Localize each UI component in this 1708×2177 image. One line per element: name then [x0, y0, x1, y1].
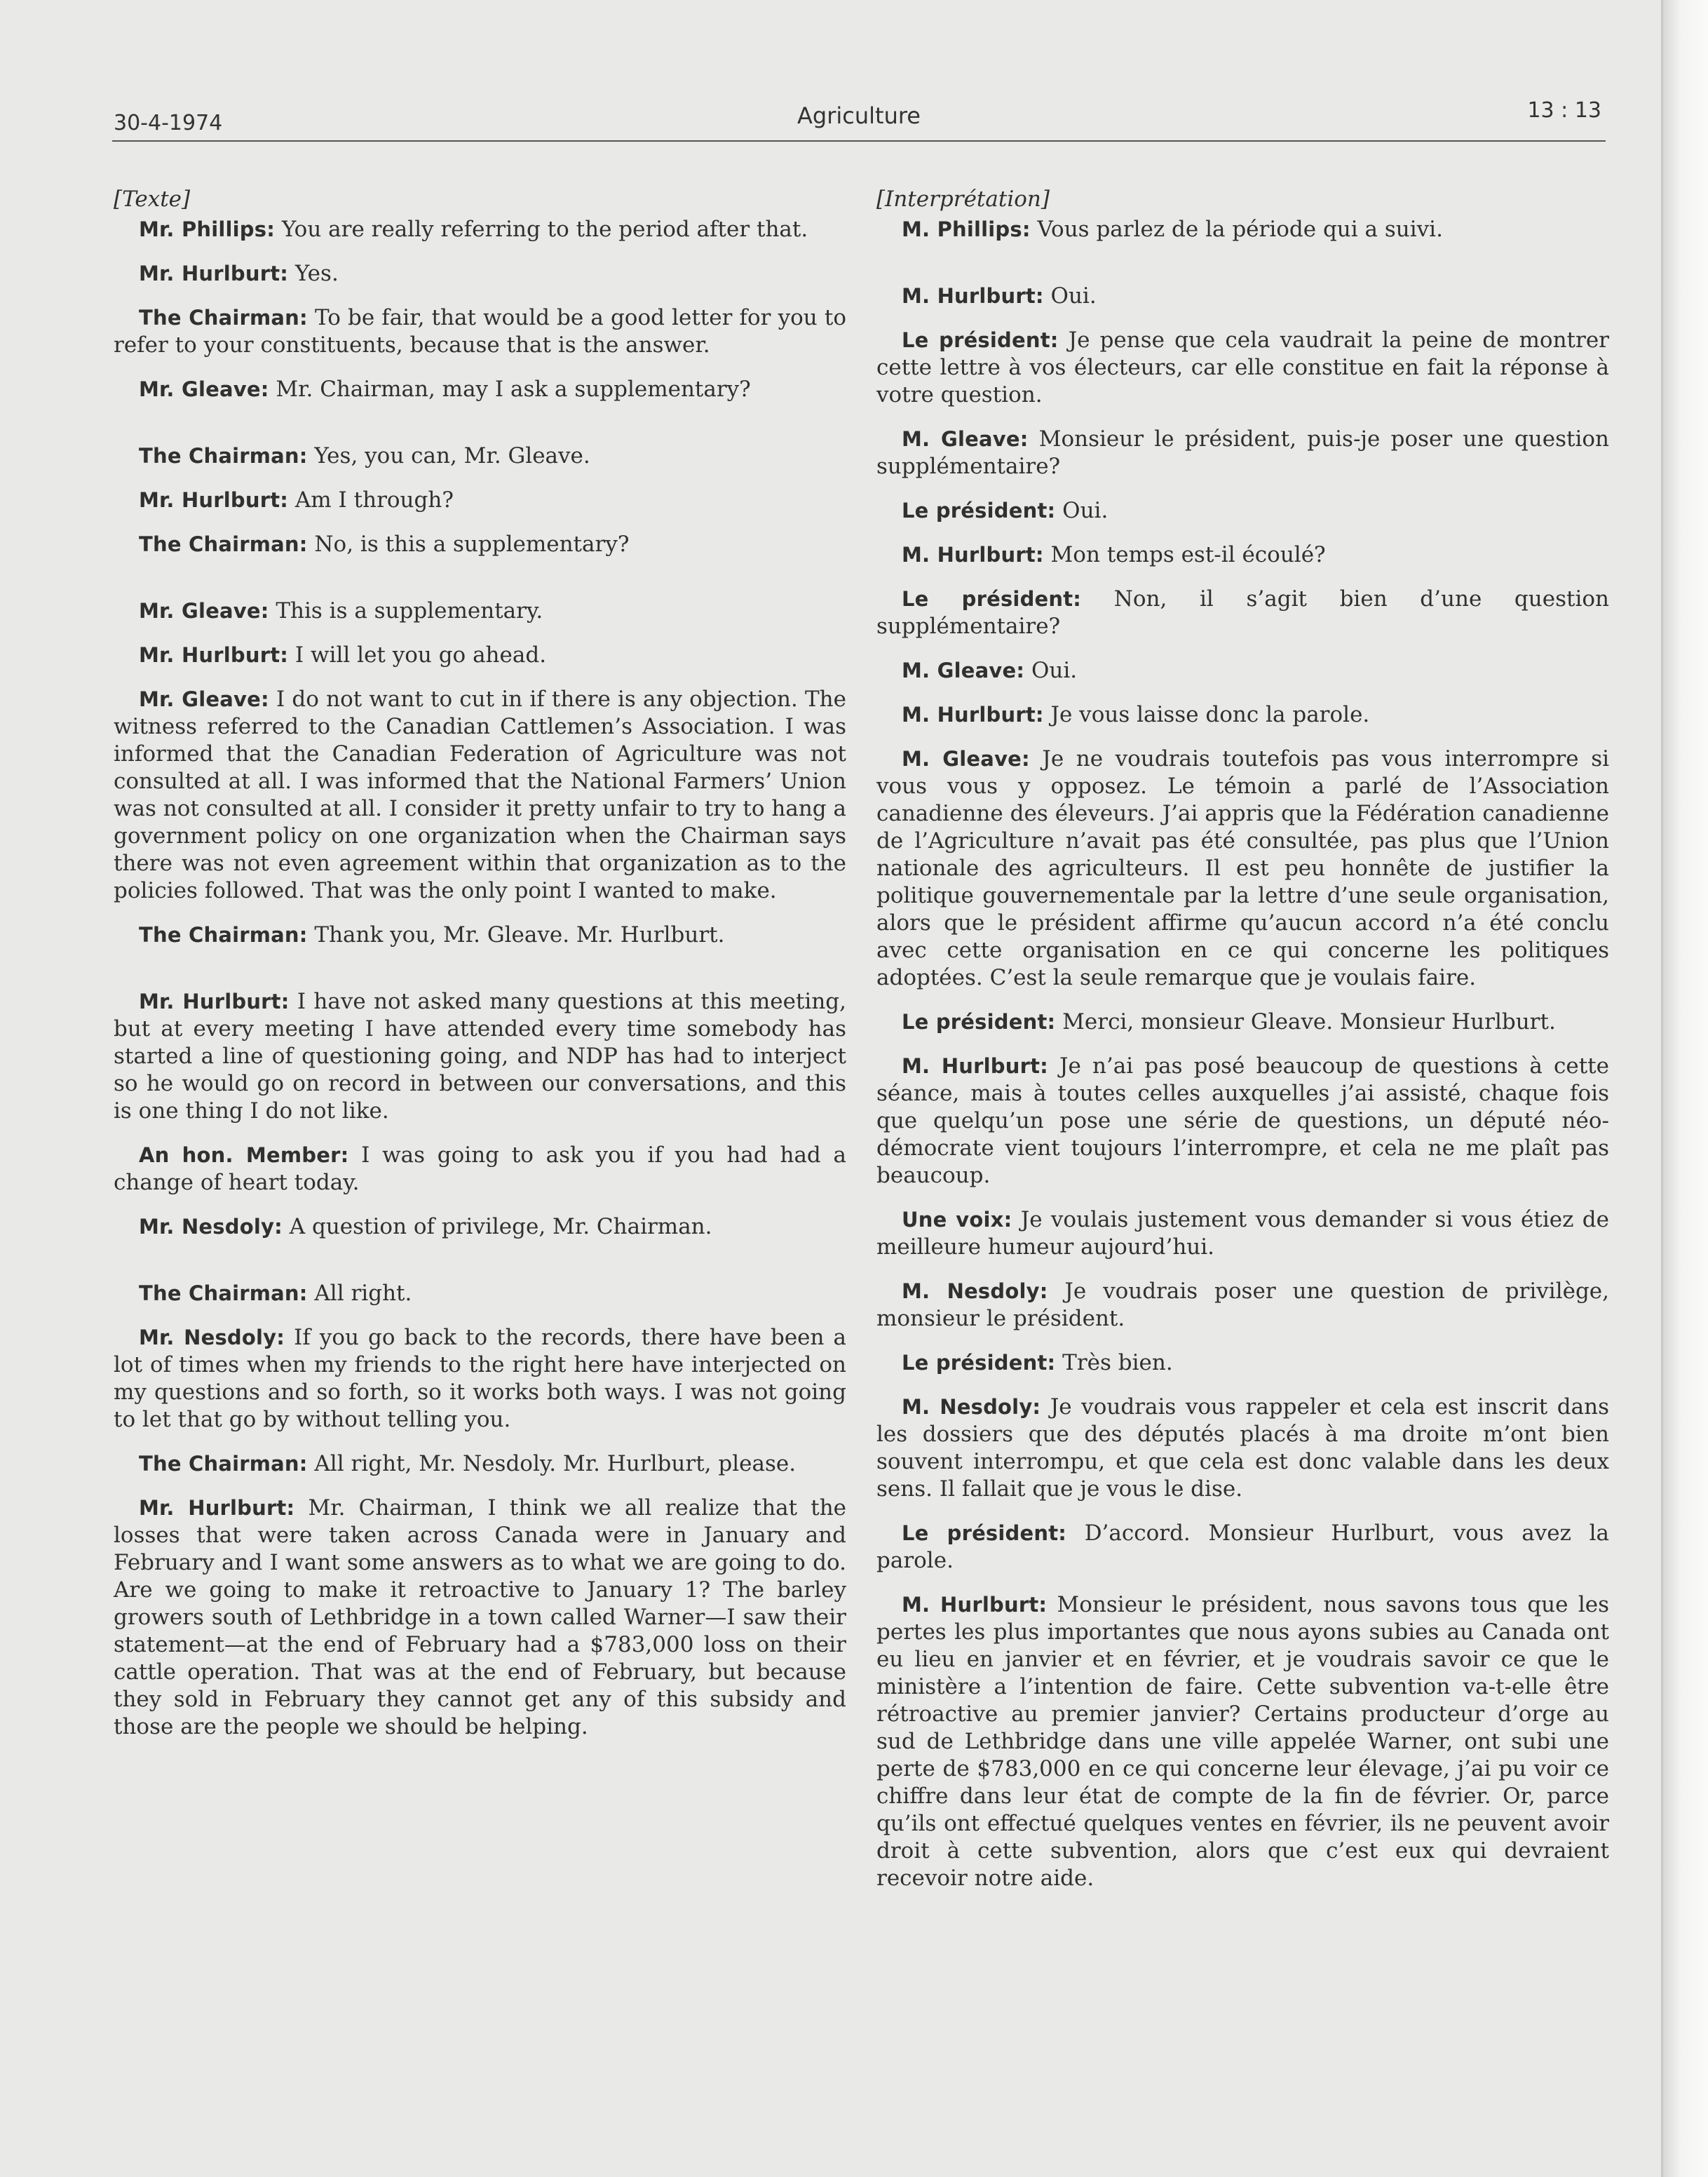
speaker: Une voix:	[902, 1208, 1012, 1232]
speaker: The Chairman:	[139, 532, 308, 556]
speech: All right.	[307, 1281, 412, 1306]
paragraph	[114, 1142, 846, 1197]
speech: I was going to ask you if you had had a change of heart today.	[114, 1143, 846, 1195]
speech: Oui.	[1024, 658, 1078, 683]
speech: Thank you, Mr. Gleave. Mr. Hurlburt.	[307, 922, 725, 948]
header-date: 30-4-1974	[114, 111, 223, 135]
speech: I will let you go ahead.	[288, 642, 547, 668]
column-tag: [Texte]	[114, 187, 191, 212]
paragraph	[876, 1520, 1609, 1575]
speaker: Mr. Gleave:	[139, 377, 269, 401]
speaker: Mr. Nesdoly:	[139, 1326, 285, 1349]
speech: Je n’ai pas posé beaucoup de questions à cette séance, mais à toutes celles auxquelles j’ai assisté, chaque fois que quelqu’un pose une série de questions, un député néo-démocrate vient toujours l’interrompre, et cela ne me plaît pas beaucoup.	[876, 1053, 1609, 1188]
header-title: Agriculture	[797, 102, 921, 129]
paragraph	[876, 283, 1609, 310]
speaker: Mr. Gleave:	[139, 599, 269, 623]
paragraph	[114, 531, 846, 558]
paragraph	[114, 598, 846, 625]
speech: Je voulais justement vous demander si vous étiez de meilleure humeur aujourd’hui.	[876, 1207, 1609, 1260]
paragraph	[114, 443, 846, 470]
english-column	[114, 186, 846, 1758]
speech: This is a supplementary.	[269, 598, 543, 624]
speech: Yes.	[288, 261, 339, 286]
speech: Je ne voudrais toutefois pas vous interrompre si vous vous y opposez. Le témoin a parlé de l’Association canadienne des éleveurs. J’ai appris que la Fédération canadienne de l’Agriculture n’avait pas été consultée, pas plus que l’Union nationale des agriculteurs. Il est peu honnête de justifier la politique gouvernementale par la lettre d’une seule organisation, alors que le président affirme qu’aucun accord n’a été conclu avec cette organisation en ce qui concerne les politiques adoptées. C’est la seule remarque que je voulais faire.	[876, 746, 1610, 990]
paragraph	[876, 1206, 1609, 1261]
header-page-number: 13 : 13	[1527, 98, 1601, 123]
speech: All right, Mr. Nesdoly. Mr. Hurlburt, please.	[307, 1451, 797, 1476]
speaker: Mr. Hurlburt:	[139, 990, 290, 1013]
speaker: M. Gleave:	[902, 659, 1025, 682]
speaker: The Chairman:	[139, 1452, 308, 1476]
paragraph	[876, 746, 1609, 992]
french-column	[876, 186, 1609, 1909]
paragraph	[876, 426, 1609, 480]
paragraph	[114, 922, 846, 949]
speaker: M. Nesdoly:	[902, 1395, 1041, 1419]
speech: Très bien.	[1055, 1350, 1173, 1375]
paragraph	[876, 327, 1609, 409]
speech: If you go back to the records, there have been a lot of times when my friends to the right here have interjected on my questions and so forth, so it works both ways. I was not going to let that go by without telling you.	[114, 1325, 846, 1432]
paragraph	[876, 1394, 1609, 1503]
speech: I do not want to cut in if there is any objection. The witness referred to the Canadian Cattlemen’s Association. I was informed that the Canadian Federation of Agriculture was not consulted at all. I was informed that the National Farmers’ Union was not consulted at all. I consider it pretty unfair to try to hang a government policy on one organization when the Chairman says there was not even agreement within that organization as to the policies followed. That was the only point I wanted to make.	[114, 687, 846, 903]
speaker: Mr. Hurlburt:	[139, 488, 289, 512]
speaker: Mr. Hurlburt:	[139, 1496, 295, 1520]
speaker: Mr. Hurlburt:	[139, 262, 289, 285]
speech: Je voudrais vous rappeler et cela est inscrit dans les dossiers que des députés placés à ma droite m’ont bien souvent interrompu, et que cela est donc valable dans les deux sens. Il fallait que je vous le dise.	[876, 1394, 1609, 1502]
speaker: Mr. Nesdoly:	[139, 1215, 283, 1239]
speaker: Le président:	[902, 328, 1059, 352]
speaker: M. Hurlburt:	[902, 1593, 1048, 1617]
speaker: Le président:	[902, 1010, 1056, 1034]
paragraph	[114, 304, 846, 359]
paragraph	[876, 701, 1609, 729]
speaker: The Chairman:	[139, 444, 308, 468]
paragraph	[114, 642, 846, 669]
paragraph	[114, 376, 846, 403]
speech: Non, il s’agit bien d’une question supplémentaire?	[876, 586, 1609, 639]
speaker: An hon. Member:	[139, 1143, 349, 1167]
page-header	[112, 98, 1606, 142]
speech: D’accord. Monsieur Hurlburt, vous avez la parole.	[876, 1521, 1609, 1573]
paragraph	[114, 1495, 846, 1741]
speech: Je vous laisse donc la parole.	[1043, 702, 1370, 727]
paragraph	[114, 988, 846, 1125]
speaker: The Chairman:	[139, 306, 308, 330]
paragraph	[114, 216, 846, 243]
paragraph	[876, 216, 1609, 243]
speech: Monsieur le président, puis-je poser une question supplémentaire?	[876, 426, 1609, 479]
speech: Mr. Chairman, I think we all realize that the losses that were taken across Canada were in January and February and I want some answers as to what we are going to do. Are we going to make it retroactive to January 1? The barley growers south of Lethbridge in a town called Warner—I saw their statement—at the end of February had a $783,000 loss on their cattle operation. That was at the end of February, but because they sold in February they cannot get any of this subsidy and those are the people we should be helping.	[114, 1495, 847, 1739]
speaker: M. Phillips:	[902, 217, 1031, 241]
speech: Monsieur le président, nous savons tous que les pertes les plus importantes que nous ayons subies au Canada ont eu lieu en janvier et en février, et je voudrais savoir ce que le ministère a l’intention de faire. Cette subvention va-t-elle être rétroactive au premier janvier? Certains producteur d’orge au sud de Lethbridge dans une ville appelée Warner, ont subi une perte de $783,000 en ce qui concerne leur élevage, j’ai pu voir ce chiffre dans leur état de compte de la fin de février. Or, parce qu’ils ont effectué quelques ventes en février, ils ne peuvent avoir droit à cette subvention, alors que c’est eux qui devraient recevoir notre aide.	[876, 1592, 1609, 1891]
speech: To be fair, that would be a good letter for you to refer to your constituents, because that is the answer.	[114, 305, 846, 358]
paragraph	[876, 1053, 1609, 1189]
speech: You are really referring to the period after that.	[275, 217, 808, 242]
speech: I have not asked many questions at this meeting, but at every meeting I have attended every time somebody has started a line of questioning going, and NDP has had to interject so he would go on record in between our conversations, and this is one thing I do not like.	[114, 989, 847, 1124]
column-tag: [Interprétation]	[876, 187, 1050, 212]
speech: Je pense que cela vaudrait la peine de montrer cette lettre à vos électeurs, car elle constitue en fait la réponse à votre question.	[876, 328, 1609, 407]
paragraph	[876, 1009, 1609, 1036]
paragraph	[114, 686, 846, 905]
speaker: The Chairman:	[139, 923, 308, 947]
speaker: Le président:	[902, 1521, 1067, 1545]
paragraph	[876, 586, 1609, 640]
speaker: M. Gleave:	[902, 747, 1030, 771]
speaker: Mr. Phillips:	[139, 217, 276, 241]
speech: Vous parlez de la période qui a suivi.	[1030, 217, 1443, 242]
paragraph	[876, 497, 1609, 525]
speaker: Le président:	[902, 587, 1082, 611]
speaker: The Chairman:	[139, 1281, 308, 1305]
speaker: Mr. Gleave:	[139, 687, 269, 711]
paragraph	[876, 541, 1609, 569]
speech: Mr. Chairman, may I ask a supplementary?	[269, 377, 751, 402]
speaker: M. Hurlburt:	[902, 543, 1044, 567]
paragraph	[114, 1450, 846, 1478]
speaker: M. Hurlburt:	[902, 1054, 1048, 1078]
speech: No, is this a supplementary?	[307, 532, 630, 557]
speech: Oui.	[1055, 498, 1109, 523]
speaker: Le président:	[902, 1351, 1056, 1375]
paragraph	[876, 657, 1609, 685]
speaker: Le président:	[902, 499, 1056, 523]
speaker: Mr. Hurlburt:	[139, 643, 289, 667]
paragraph	[876, 1591, 1609, 1892]
paragraph	[114, 487, 846, 514]
speaker: M. Hurlburt:	[902, 703, 1044, 727]
paragraph	[114, 1324, 846, 1434]
page-edge	[1661, 0, 1708, 2177]
paragraph	[876, 1349, 1609, 1377]
speaker: M. Hurlburt:	[902, 284, 1044, 308]
paragraph	[114, 260, 846, 288]
speaker: M. Nesdoly:	[902, 1279, 1048, 1303]
speech: Mon temps est-il écoulé?	[1043, 542, 1326, 567]
speaker: M. Gleave:	[902, 427, 1029, 451]
paragraph	[114, 1280, 846, 1307]
speech: Oui.	[1043, 283, 1097, 309]
paragraph	[876, 1278, 1609, 1333]
speech: Yes, you can, Mr. Gleave.	[307, 443, 590, 469]
paragraph	[114, 1213, 846, 1241]
speech: Am I through?	[288, 487, 454, 513]
speech: Je voudrais poser une question de privilège, monsieur le président.	[876, 1279, 1609, 1331]
speech: Merci, monsieur Gleave. Monsieur Hurlburt.	[1055, 1009, 1556, 1034]
speech: A question of privilege, Mr. Chairman.	[282, 1214, 712, 1239]
